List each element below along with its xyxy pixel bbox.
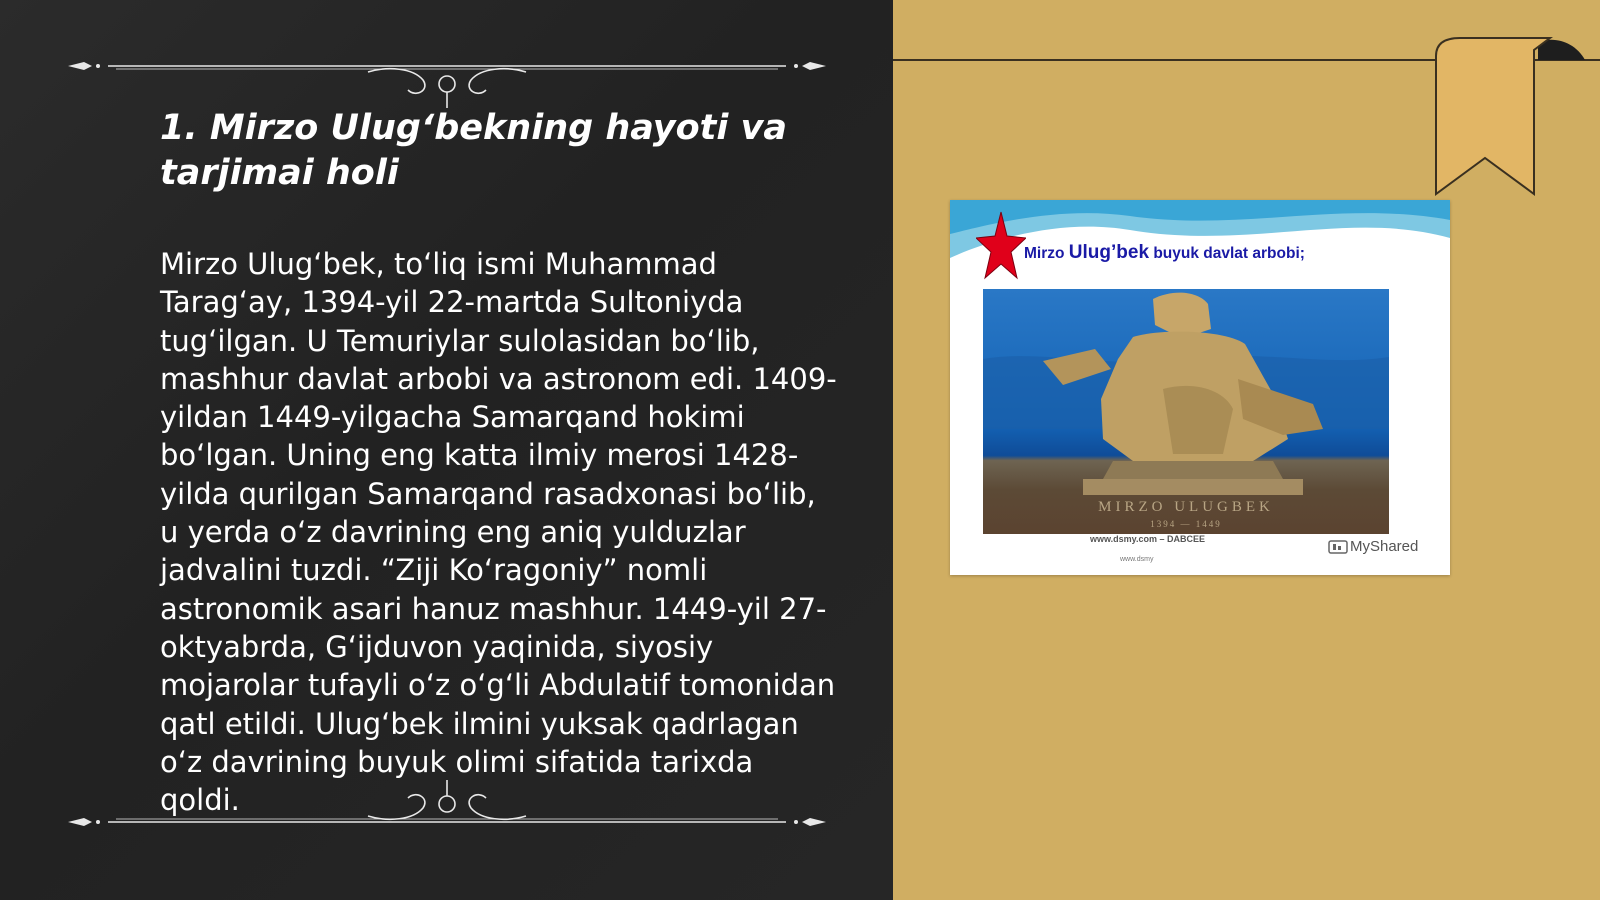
myshared-watermark: MyShared — [1350, 538, 1419, 555]
caption-name: Ulug’bek — [1068, 242, 1150, 263]
card-caption — [1024, 242, 1305, 264]
card-tiny-text: www.dsmy — [1120, 556, 1154, 563]
caption-suffix: buyuk davlat arbobi; — [1153, 245, 1305, 262]
top-ornament-divider — [68, 60, 826, 110]
red-star-icon — [976, 210, 1026, 280]
plinth-years: 1394 — 1449 — [1150, 519, 1222, 529]
myshared-logo-icon — [1328, 538, 1348, 556]
caption-prefix: Mirzo — [1024, 245, 1065, 262]
bookmark-ribbon-icon — [1430, 36, 1590, 198]
statue-illustration — [983, 289, 1389, 534]
plinth-inscription: MIRZO ULUGBEK — [1098, 499, 1274, 515]
image-card — [950, 200, 1450, 575]
statue-photo — [983, 289, 1389, 534]
bottom-ornament-divider — [68, 778, 826, 828]
card-website-text: www.dsmy.com – DABCEE — [1090, 534, 1206, 544]
biography-paragraph: Mirzo Ulug‘bek, to‘liq ismi Muhammad Tarag‘ay, 1394-yil 22-martda Sultoniyda tug‘ilgan. U Temuriylar sulolasidan bo‘lib, mashhur davlat arbobi va astronom edi. 1409-yildan 1449-yilgacha Samarqand hokimi bo‘lgan. Uning eng katta ilmiy merosi 1428-yilda qurilgan Samarqand rasadxonasi bo‘lib, u yerda o‘z davrining eng aniq yulduzlar jadvalini tuzdi. “Ziji Ko‘ragoniy” nomli astronomik asari hanuz mashhur. 1449-yil 27-oktyabrda, G‘ijduvon yaqinida, siyosiy mojarolar tufayli o‘z o‘g‘li Abdulatif tomonidan qatl etildi. Ulug‘bek ilmini yuksak qadrlagan o‘z davrining buyuk olimi sifatida tarixda qoldi. — [160, 247, 837, 818]
slide-title: 1. Mirzo Ulug‘bekning hayoti va tarjimai holi — [160, 108, 788, 193]
